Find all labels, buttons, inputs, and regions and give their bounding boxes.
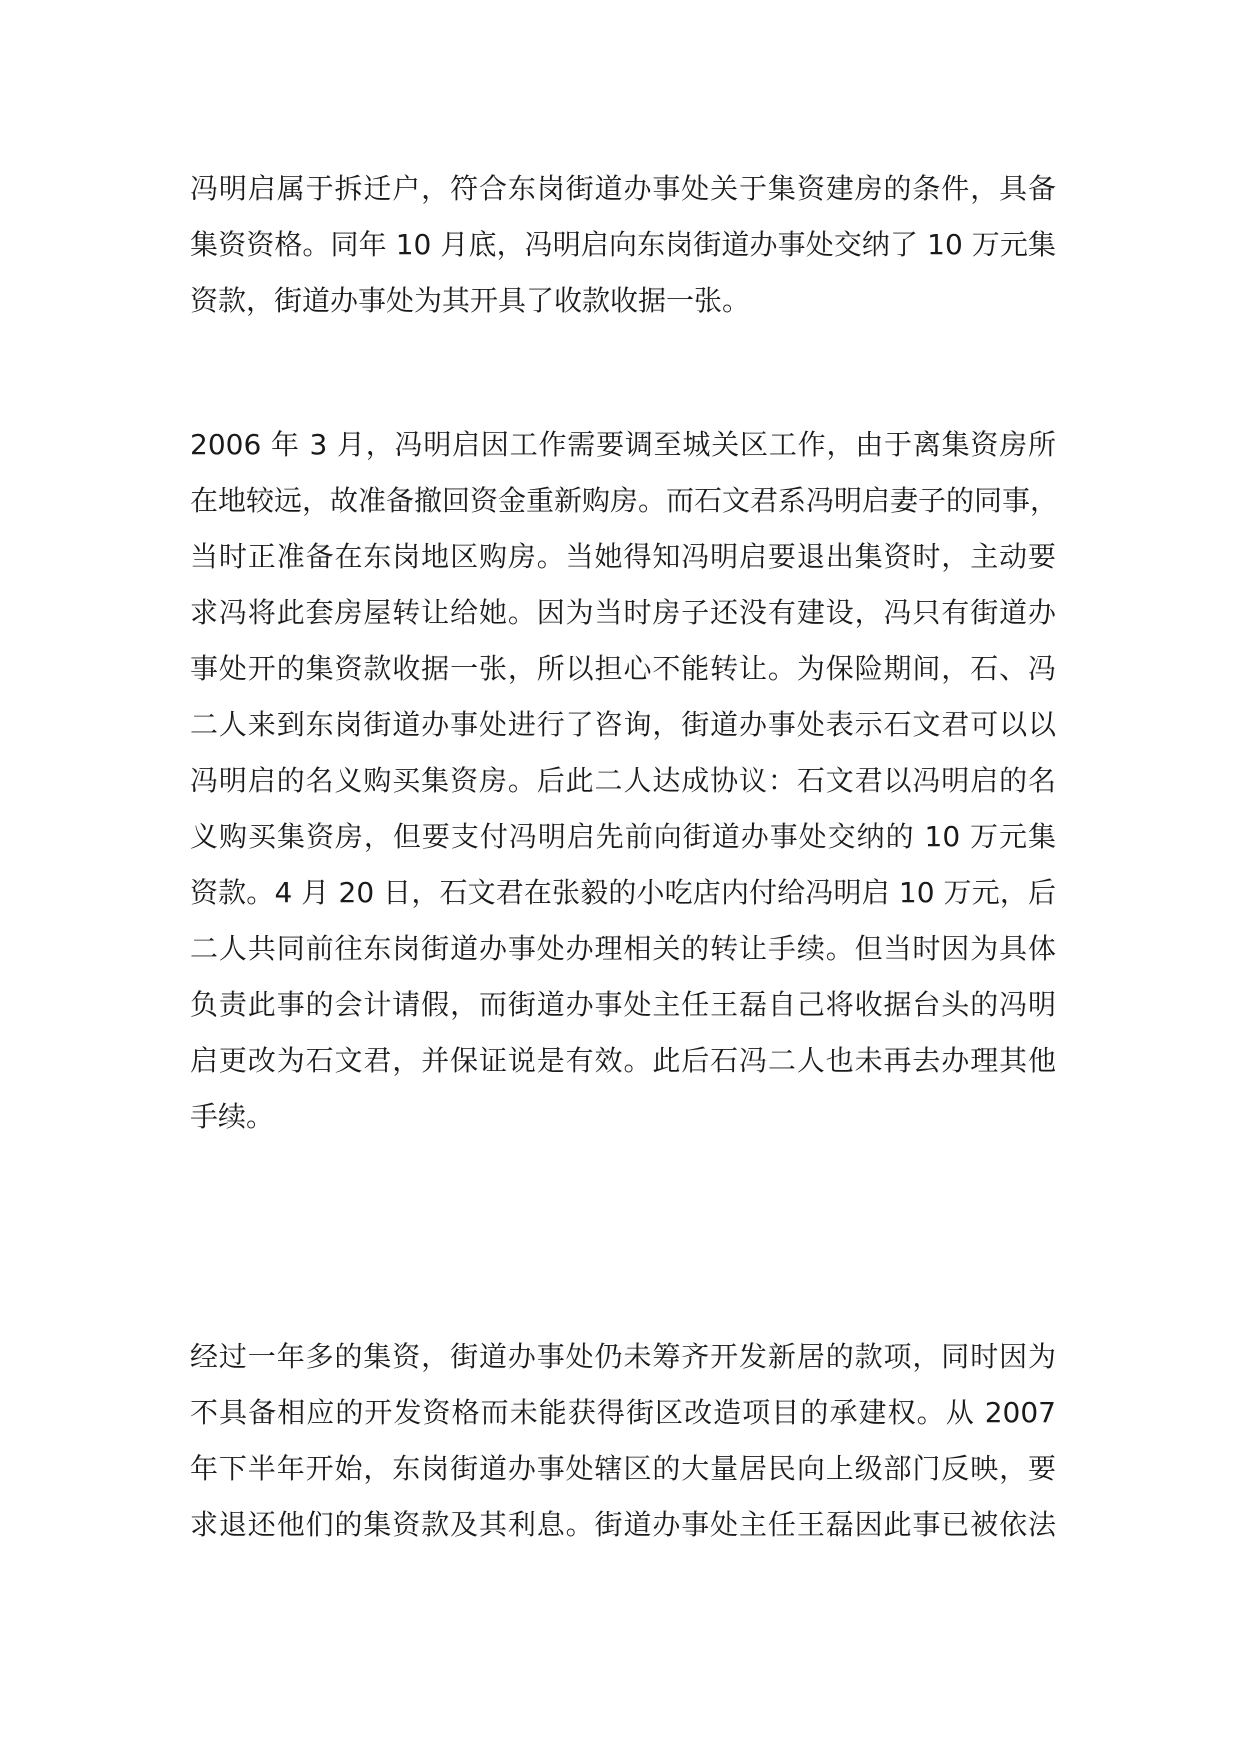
text-line: 二人来到东岗街道办事处进行了咨询，街道办事处表示石文君可以以 <box>190 708 1056 741</box>
text-line: 2006 年 3 月，冯明启因工作需要调至城关区工作，由于离集资房所 <box>190 428 1056 461</box>
paragraph-2 <box>190 417 1059 1145</box>
text-line: 资款。4 月 20 日，石文君在张毅的小吃店内付给冯明启 10 万元，后 <box>190 876 1056 909</box>
text-line: 资款，街道办事处为其开具了收款收据一张。 <box>190 284 751 317</box>
text-line: 启更改为石文君，并保证说是有效。此后石冯二人也未再去办理其他 <box>190 1044 1056 1077</box>
text-line: 求退还他们的集资款及其利息。街道办事处主任王磊因此事已被依法 <box>190 1508 1056 1541</box>
text-line: 经过一年多的集资，街道办事处仍未筹齐开发新居的款项，同时因为 <box>190 1340 1056 1373</box>
text-line: 集资资格。同年 10 月底，冯明启向东岗街道办事处交纳了 10 万元集 <box>190 228 1056 261</box>
text-line: 在地较远，故准备撤回资金重新购房。而石文君系冯明启妻子的同事， <box>190 484 1059 517</box>
text-line: 年下半年开始，东岗街道办事处辖区的大量居民向上级部门反映，要 <box>190 1452 1056 1485</box>
paragraph-3 <box>190 1329 1056 1553</box>
text-line: 负责此事的会计请假，而街道办事处主任王磊自己将收据台头的冯明 <box>190 988 1056 1021</box>
text-line: 手续。 <box>190 1100 275 1133</box>
text-line: 求冯将此套房屋转让给她。因为当时房子还没有建设，冯只有街道办 <box>190 596 1056 629</box>
text-line: 义购买集资房，但要支付冯明启先前向街道办事处交纳的 10 万元集 <box>190 820 1056 853</box>
text-line: 当时正准备在东岗地区购房。当她得知冯明启要退出集资时，主动要 <box>190 540 1056 573</box>
text-line: 二人共同前往东岗街道办事处办理相关的转让手续。但当时因为具体 <box>190 932 1056 965</box>
text-line: 冯明启的名义购买集资房。后此二人达成协议：石文君以冯明启的名 <box>190 764 1056 797</box>
paragraph-1 <box>190 161 1056 329</box>
text-line: 不具备相应的开发资格而未能获得街区改造项目的承建权。从 2007 <box>190 1396 1056 1429</box>
text-line: 冯明启属于拆迁户，符合东岗街道办事处关于集资建房的条件，具备 <box>190 172 1056 205</box>
text-line: 事处开的集资款收据一张，所以担心不能转让。为保险期间，石、冯 <box>190 652 1056 685</box>
